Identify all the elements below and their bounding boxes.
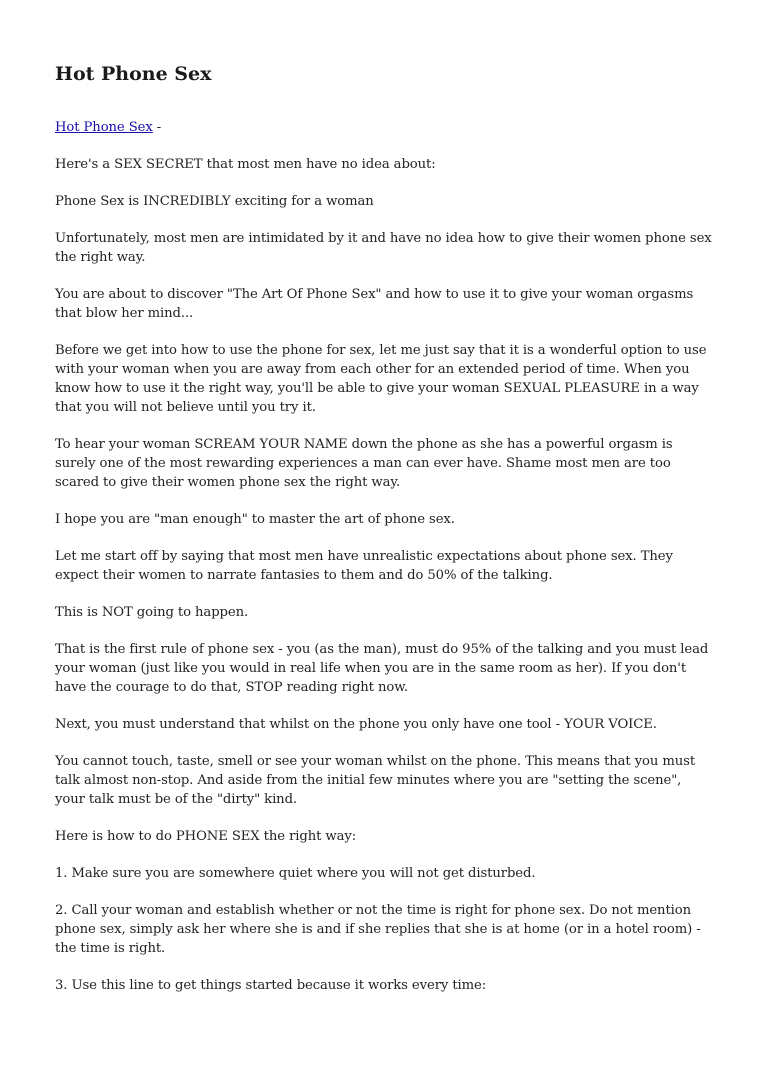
paragraph: Here's a SEX SECRET that most men have no idea about: [55,157,436,172]
paragraph: 1. Make sure you are somewhere quiet where you will not get disturbed. [55,866,536,881]
paragraph: That is the first rule of phone sex - you (as the man), must do 95% of the talking and you must lead your woman (just like you would in real life when you are in the same room as her). If you don't have the courage to do that, STOP reading right now. [55,642,709,695]
paragraph: 3. Use this line to get things started because it works every time: [55,978,487,993]
link-suffix: - [152,120,162,135]
paragraph: You are about to discover "The Art Of Phone Sex" and how to use it to give your woman orgasms that blow her mind... [55,287,694,321]
paragraph: To hear your woman SCREAM YOUR NAME down the phone as she has a powerful orgasm is surely one of the most rewarding experiences a man can ever have. Shame most men are too scared to give their women phone sex the right way. [55,437,673,490]
paragraph: Here is how to do PHONE SEX the right way: [55,829,357,844]
paragraph: I hope you are "man enough" to master the art of phone sex. [55,512,455,527]
paragraph: This is NOT going to happen. [55,605,249,620]
paragraph: Let me start off by saying that most men have unrealistic expectations about phone sex. They expect their women to narrate fantasies to them and do 50% of the talking. [55,549,673,583]
paragraph: 2. Call your woman and establish whether or not the time is right for phone sex. Do not mention phone sex, simply ask her where she is and if she replies that she is at home (or in a hotel room) - the time is right. [55,903,701,956]
title-link[interactable]: Hot Phone Sex [55,120,153,135]
paragraph: Phone Sex is INCREDIBLY exciting for a woman [55,194,374,209]
page-title: Hot Phone Sex [55,63,212,85]
paragraph: You cannot touch, taste, smell or see your woman whilst on the phone. This means that you must talk almost non-stop. And aside from the initial few minutes where you are "setting the scene", your talk must be of the "dirty" kind. [55,754,696,807]
paragraph: Next, you must understand that whilst on the phone you only have one tool - YOUR VOICE. [55,717,657,732]
document-page [55,62,715,1013]
paragraph: Before we get into how to use the phone for sex, let me just say that it is a wonderful option to use with your woman when you are away from each other for an extended period of time. When you know how to use it the right way, you'll be able to give your woman SEXUAL PLEASURE in a way that you will not believe until you try it. [55,343,707,415]
link-line [55,118,715,137]
paragraph: Unfortunately, most men are intimidated by it and have no idea how to give their women phone sex the right way. [55,231,712,265]
